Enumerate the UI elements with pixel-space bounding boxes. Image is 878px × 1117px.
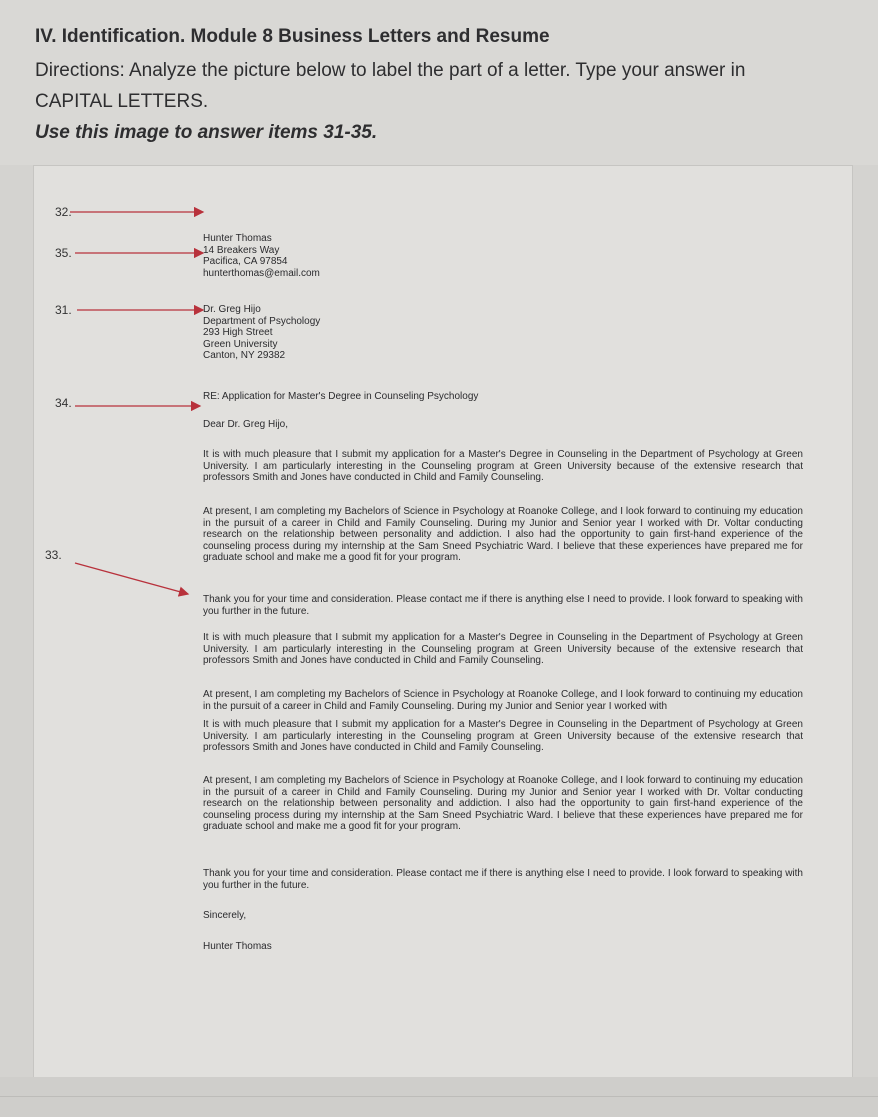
body-paragraph-2: At present, I am completing my Bachelors of Science in Psychology at Roanoke College, and I look forward to continuing my education in the pursuit of a career in Child and Family Counseling. During my Junior and Senior year I worked with Dr. Voltar conducting research on the relationship between personality and addiction. I also had the opportunity to gain first-hand experience of the counseling process during my internship at the Sam Sneed Psychiatric Ward. I believe that these experiences have prepared me for graduate school and make me a good fit for your program. bbox=[203, 506, 803, 564]
sender-name: Hunter Thomas bbox=[203, 233, 272, 244]
sender-street: 14 Breakers Way bbox=[203, 244, 280, 256]
label-32: 32. bbox=[55, 205, 72, 219]
recipient-city: Canton, NY 29382 bbox=[203, 350, 286, 362]
instruction-text: Use this image to answer items 31-35. bbox=[35, 122, 378, 143]
recipient-street: 293 High Street bbox=[203, 327, 273, 339]
signature: Hunter Thomas bbox=[203, 941, 272, 952]
complimentary-closing: Sincerely, bbox=[203, 910, 247, 921]
inside-address bbox=[203, 304, 803, 362]
recipient-organization: Green University bbox=[203, 338, 278, 350]
recipient-name: Dr. Greg Hijo bbox=[203, 304, 261, 315]
directions-line-2: CAPITAL LETTERS. bbox=[35, 91, 209, 112]
body-paragraph-3: Thank you for your time and consideration. Please contact me if there is anything else I need to provide. I look forward to speaking with you further in the future. bbox=[203, 594, 803, 617]
sender-address bbox=[203, 233, 803, 279]
label-34: 34. bbox=[55, 396, 72, 410]
body-paragraph-5: At present, I am completing my Bachelors of Science in Psychology at Roanoke College, and I look forward to continuing my education in the pursuit of a career in Child and Family Counseling. During my Junior and Senior year I worked with bbox=[203, 689, 803, 712]
label-35: 35. bbox=[55, 246, 72, 260]
directions-line-1: Directions: Analyze the picture below to label the part of a letter. Type your answer in bbox=[35, 60, 746, 81]
label-31: 31. bbox=[55, 303, 72, 317]
salutation: Dear Dr. Greg Hijo, bbox=[203, 419, 289, 430]
body-paragraph-8: Thank you for your time and consideration. Please contact me if there is anything else I need to provide. I look forward to speaking with you further in the future. bbox=[203, 868, 803, 891]
sender-city: Pacifica, CA 97854 bbox=[203, 256, 288, 268]
bottom-strip bbox=[0, 1077, 878, 1117]
label-33: 33. bbox=[45, 548, 62, 562]
body-paragraph-7: At present, I am completing my Bachelors of Science in Psychology at Roanoke College, and I look forward to continuing my education in the pursuit of a career in Child and Family Counseling. During my Junior and Senior year I worked with Dr. Voltar conducting research on the relationship between personality and addiction. I also had the opportunity to gain first-hand experience of the counseling process during my internship at the Sam Sneed Psychiatric Ward. I believe that these experiences have prepared me for graduate school and make me a good fit for your program. bbox=[203, 775, 803, 833]
bottom-divider bbox=[0, 1096, 878, 1097]
section-title: IV. Identification. Module 8 Business Letters and Resume bbox=[35, 26, 550, 47]
recipient-department: Department of Psychology bbox=[203, 315, 321, 327]
body-paragraph-1: It is with much pleasure that I submit my application for a Master's Degree in Counseling in the Department of Psychology at Green University. I am particularly interesting in the Counseling program at Green University because of the extensive research that professors Smith and Jones have conducted in Child and Family Counseling. bbox=[203, 449, 803, 484]
arrow-33 bbox=[75, 563, 188, 594]
sender-email: hunterthomas@email.com bbox=[203, 267, 320, 279]
body-paragraph-6: It is with much pleasure that I submit my application for a Master's Degree in Counseling in the Department of Psychology at Green University. I am particularly interesting in the Counseling program at Green University because of the extensive research that professors Smith and Jones have conducted in Child and Family Counseling. bbox=[203, 719, 803, 754]
subject-line: RE: Application for Master's Degree in Counseling Psychology bbox=[203, 391, 479, 402]
body-paragraph-4: It is with much pleasure that I submit my application for a Master's Degree in Counseling in the Department of Psychology at Green University. I am particularly interesting in the Counseling program at Green University because of the extensive research that professors Smith and Jones have conducted in Child and Family Counseling. bbox=[203, 632, 803, 667]
